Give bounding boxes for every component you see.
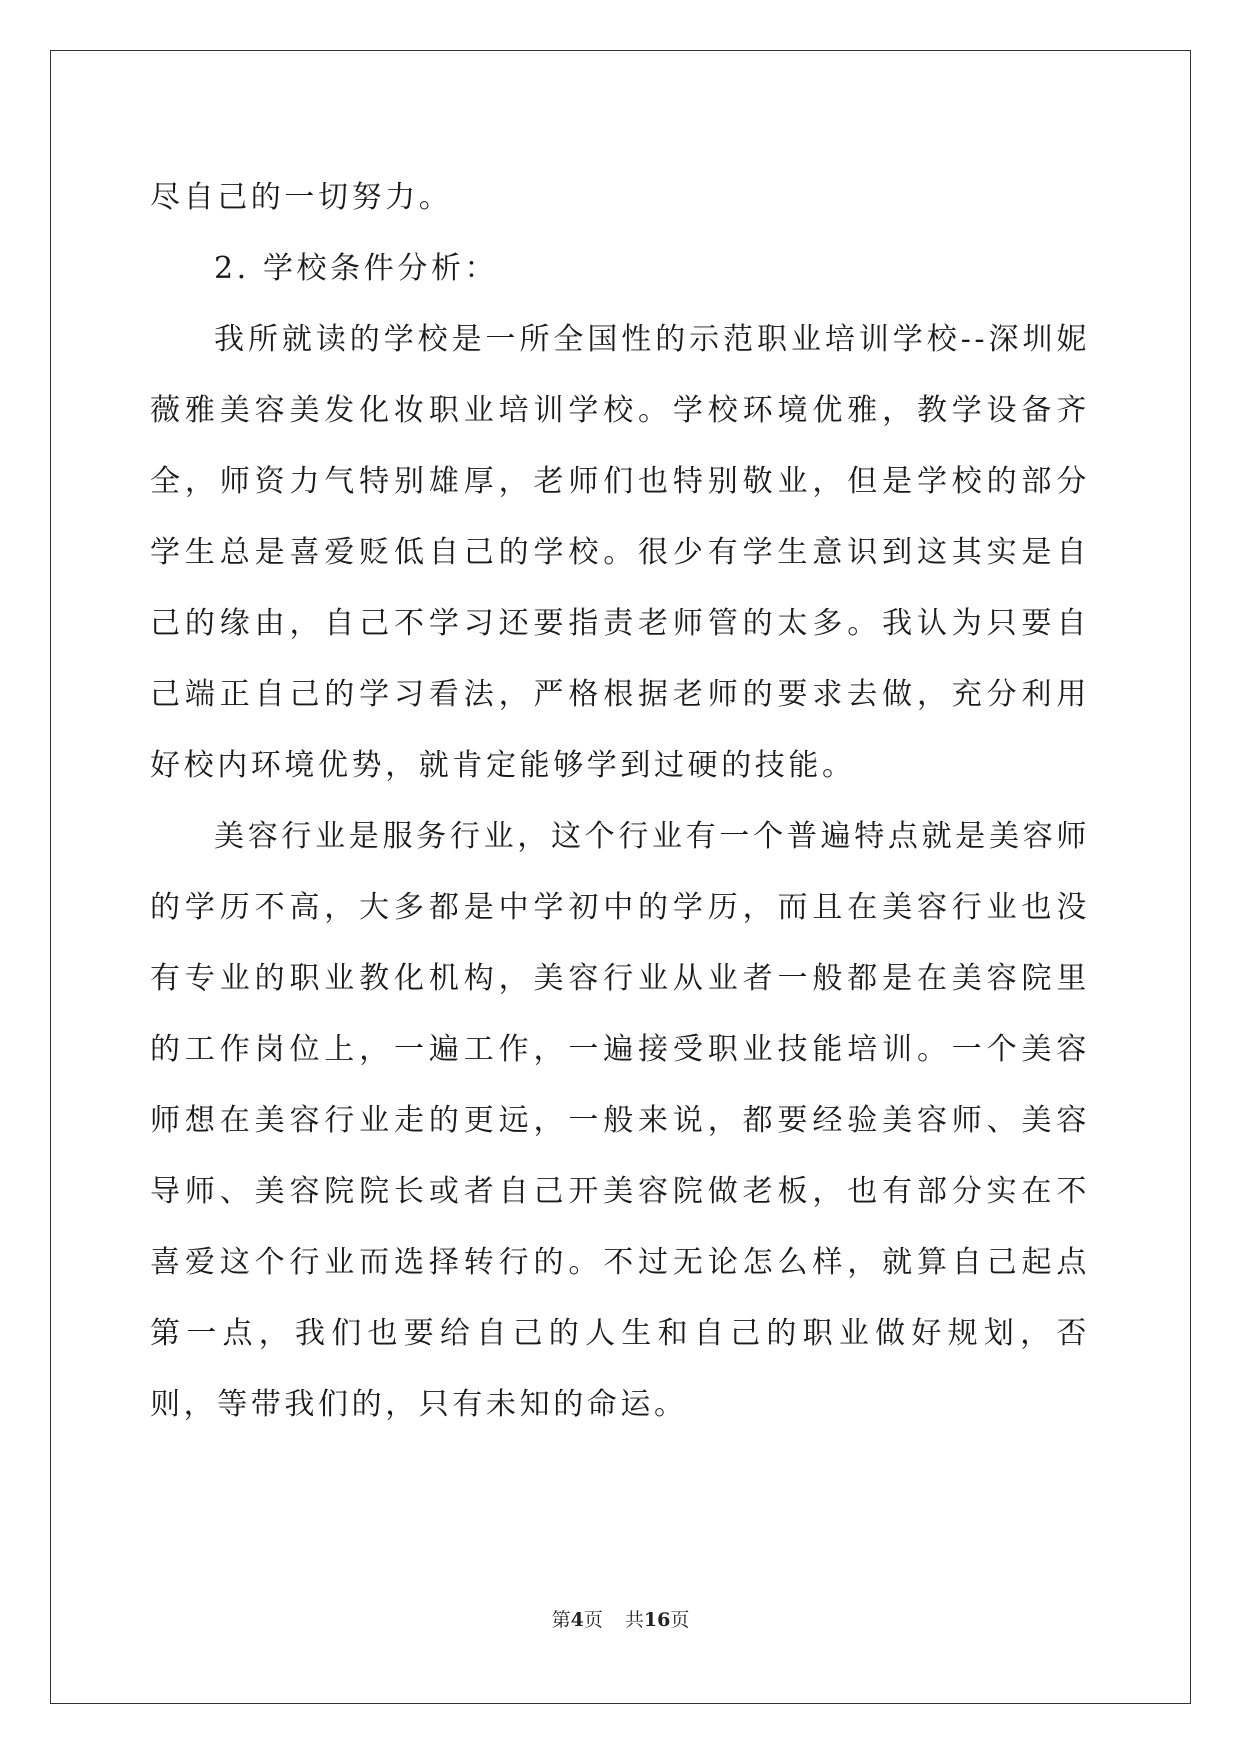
paragraph: 我所就读的学校是一所全国性的示范职业培训学校--深圳妮薇雅美容美发化妆职业培训学校。学校环境优雅，教学设备齐全，师资力气特别雄厚，老师们也特别敬业，但是学校的部分学生总是喜爱贬低自己的学校。很少有学生意识到这其实是自己的缘由，自己不学习还要指责老师管的太多。我认为只要自己端正自己的学习看法，严格根据老师的要求去做，充分利用好校内环境优势，就肯定能够学到过硬的技能。 <box>150 322 1090 783</box>
total-prefix: 共 <box>624 1609 644 1631</box>
section-heading: 2. 学校条件分析： <box>214 251 499 286</box>
document-body <box>150 162 1090 1440</box>
paragraph: 美容行业是服务行业，这个行业有一个普遍特点就是美容师的学历不高，大多都是中学初中的学历，而且在美容行业也没有专业的职业教化机构，美容行业从业者一般都是在美容院里的工作岗位上，一遍工作，一遍接受职业技能培训。一个美容师想在美容行业走的更远，一般来说，都要经验美容师、美容导师、美容院院长或者自己开美容院做老板，也有部分实在不喜爱这个行业而选择转行的。不过无论怎么样，就算自己起点第一点，我们也要给自己的人生和自己的职业做好规划，否则，等带我们的，只有未知的命运。 <box>150 819 1090 1422</box>
page-footer <box>0 1608 1241 1632</box>
page-suffix: 页 <box>583 1609 603 1631</box>
page-prefix: 第 <box>551 1609 571 1631</box>
total-pages: 16 <box>643 1609 671 1631</box>
total-suffix: 页 <box>670 1609 690 1631</box>
page-number: 4 <box>570 1609 584 1631</box>
paragraph: 尽自己的一切努力。 <box>150 180 453 215</box>
